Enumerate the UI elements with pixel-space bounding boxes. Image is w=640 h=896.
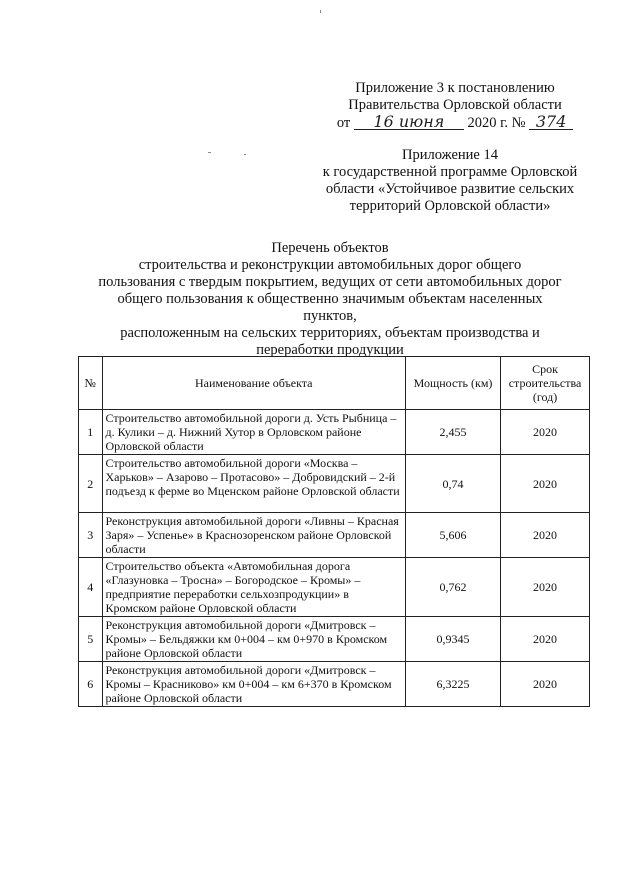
- row-capacity: 2,455: [406, 410, 501, 455]
- row-num: 2: [79, 455, 103, 513]
- handwritten-date: 16 июня: [354, 114, 464, 130]
- title-line1: Перечень объектов: [271, 240, 389, 256]
- row-name: Реконструкция автомобильной дороги «Дмитровск – Кромы – Красниково» км 0+004 – км 6+370 в Кромском районе Орловской области: [102, 662, 406, 707]
- row-name: Строительство автомобильной дороги д. Усть Рыбница – д. Кулики – д. Нижний Хутор в Орловском районе Орловской области: [102, 410, 406, 455]
- appendix-14-line1: Приложение 14: [402, 147, 498, 163]
- table-row: [79, 410, 590, 455]
- row-year: 2020: [501, 455, 590, 513]
- document-title: [90, 240, 570, 359]
- table-row: [79, 662, 590, 707]
- appendix-14-line3: области «Устойчивое развитие сельских: [325, 181, 575, 197]
- scan-speck: [244, 154, 246, 155]
- row-name: Строительство объекта «Автомобильная дорога «Глазуновка – Тросна» – Богородское – Кромы» – предприятие переработки сельхозпродукции» в Кромском районе Орловской области: [102, 558, 406, 617]
- header-name: Наименование объекта: [102, 357, 406, 410]
- appendix-3-header: [330, 80, 580, 132]
- appendix-3-date-line: [330, 114, 580, 132]
- row-year: 2020: [501, 410, 590, 455]
- appendix-14-line2: к государственной программе Орловской: [322, 164, 578, 180]
- header-capacity: Мощность (км): [406, 357, 501, 410]
- table-row: [79, 513, 590, 558]
- title-line4: общего пользования к общественно значимым объектам населенных пунктов,: [117, 291, 543, 324]
- date-prefix: от: [336, 115, 351, 131]
- title-line3: пользования с твердым покрытием, ведущих от сети автомобильных дорог: [98, 274, 562, 290]
- row-capacity: 0,762: [406, 558, 501, 617]
- row-capacity: 6,3225: [406, 662, 501, 707]
- title-line5: расположенным на сельских территориях, объектам производства и: [120, 325, 540, 341]
- appendix-14-header: [300, 147, 600, 215]
- appendix-3-line1: Приложение 3 к постановлению: [355, 80, 555, 96]
- table-row: [79, 558, 590, 617]
- row-year: 2020: [501, 617, 590, 662]
- scan-speck: [208, 152, 211, 153]
- row-year: 2020: [501, 513, 590, 558]
- row-num: 6: [79, 662, 103, 707]
- row-capacity: 0,74: [406, 455, 501, 513]
- header-num: №: [79, 357, 103, 410]
- row-name: Строительство автомобильной дороги «Москва – Харьков» – Азарово – Протасово» – Добровидский – 2-й подъезд к ферме во Мценском районе Орловской области: [102, 455, 406, 513]
- row-num: 5: [79, 617, 103, 662]
- title-line6: переработки продукции: [256, 342, 404, 358]
- title-line2: строительства и реконструкции автомобильных дорог общего: [138, 257, 522, 273]
- objects-table: [78, 356, 590, 707]
- row-year: 2020: [501, 662, 590, 707]
- row-num: 4: [79, 558, 103, 617]
- row-capacity: 0,9345: [406, 617, 501, 662]
- appendix-3-line2: Правительства Орловской области: [348, 97, 562, 113]
- row-num: 3: [79, 513, 103, 558]
- table-row: [79, 617, 590, 662]
- table-row: [79, 455, 590, 513]
- header-term: Срок строительства (год): [501, 357, 590, 410]
- row-year: 2020: [501, 558, 590, 617]
- row-num: 1: [79, 410, 103, 455]
- scan-speck: [320, 10, 321, 13]
- appendix-14-line4: территорий Орловской области»: [349, 198, 551, 214]
- table-header-row: [79, 357, 590, 410]
- row-name: Реконструкция автомобильной дороги «Ливны – Красная Заря» – Успенье» в Краснозоренском районе Орловской области: [102, 513, 406, 558]
- row-capacity: 5,606: [406, 513, 501, 558]
- year-number-label: 2020 г. №: [467, 115, 526, 131]
- row-name: Реконструкция автомобильной дороги «Дмитровск – Кромы» – Бельдяжки км 0+004 – км 0+970 в Кромском районе Орловской области: [102, 617, 406, 662]
- handwritten-number: 374: [529, 114, 573, 130]
